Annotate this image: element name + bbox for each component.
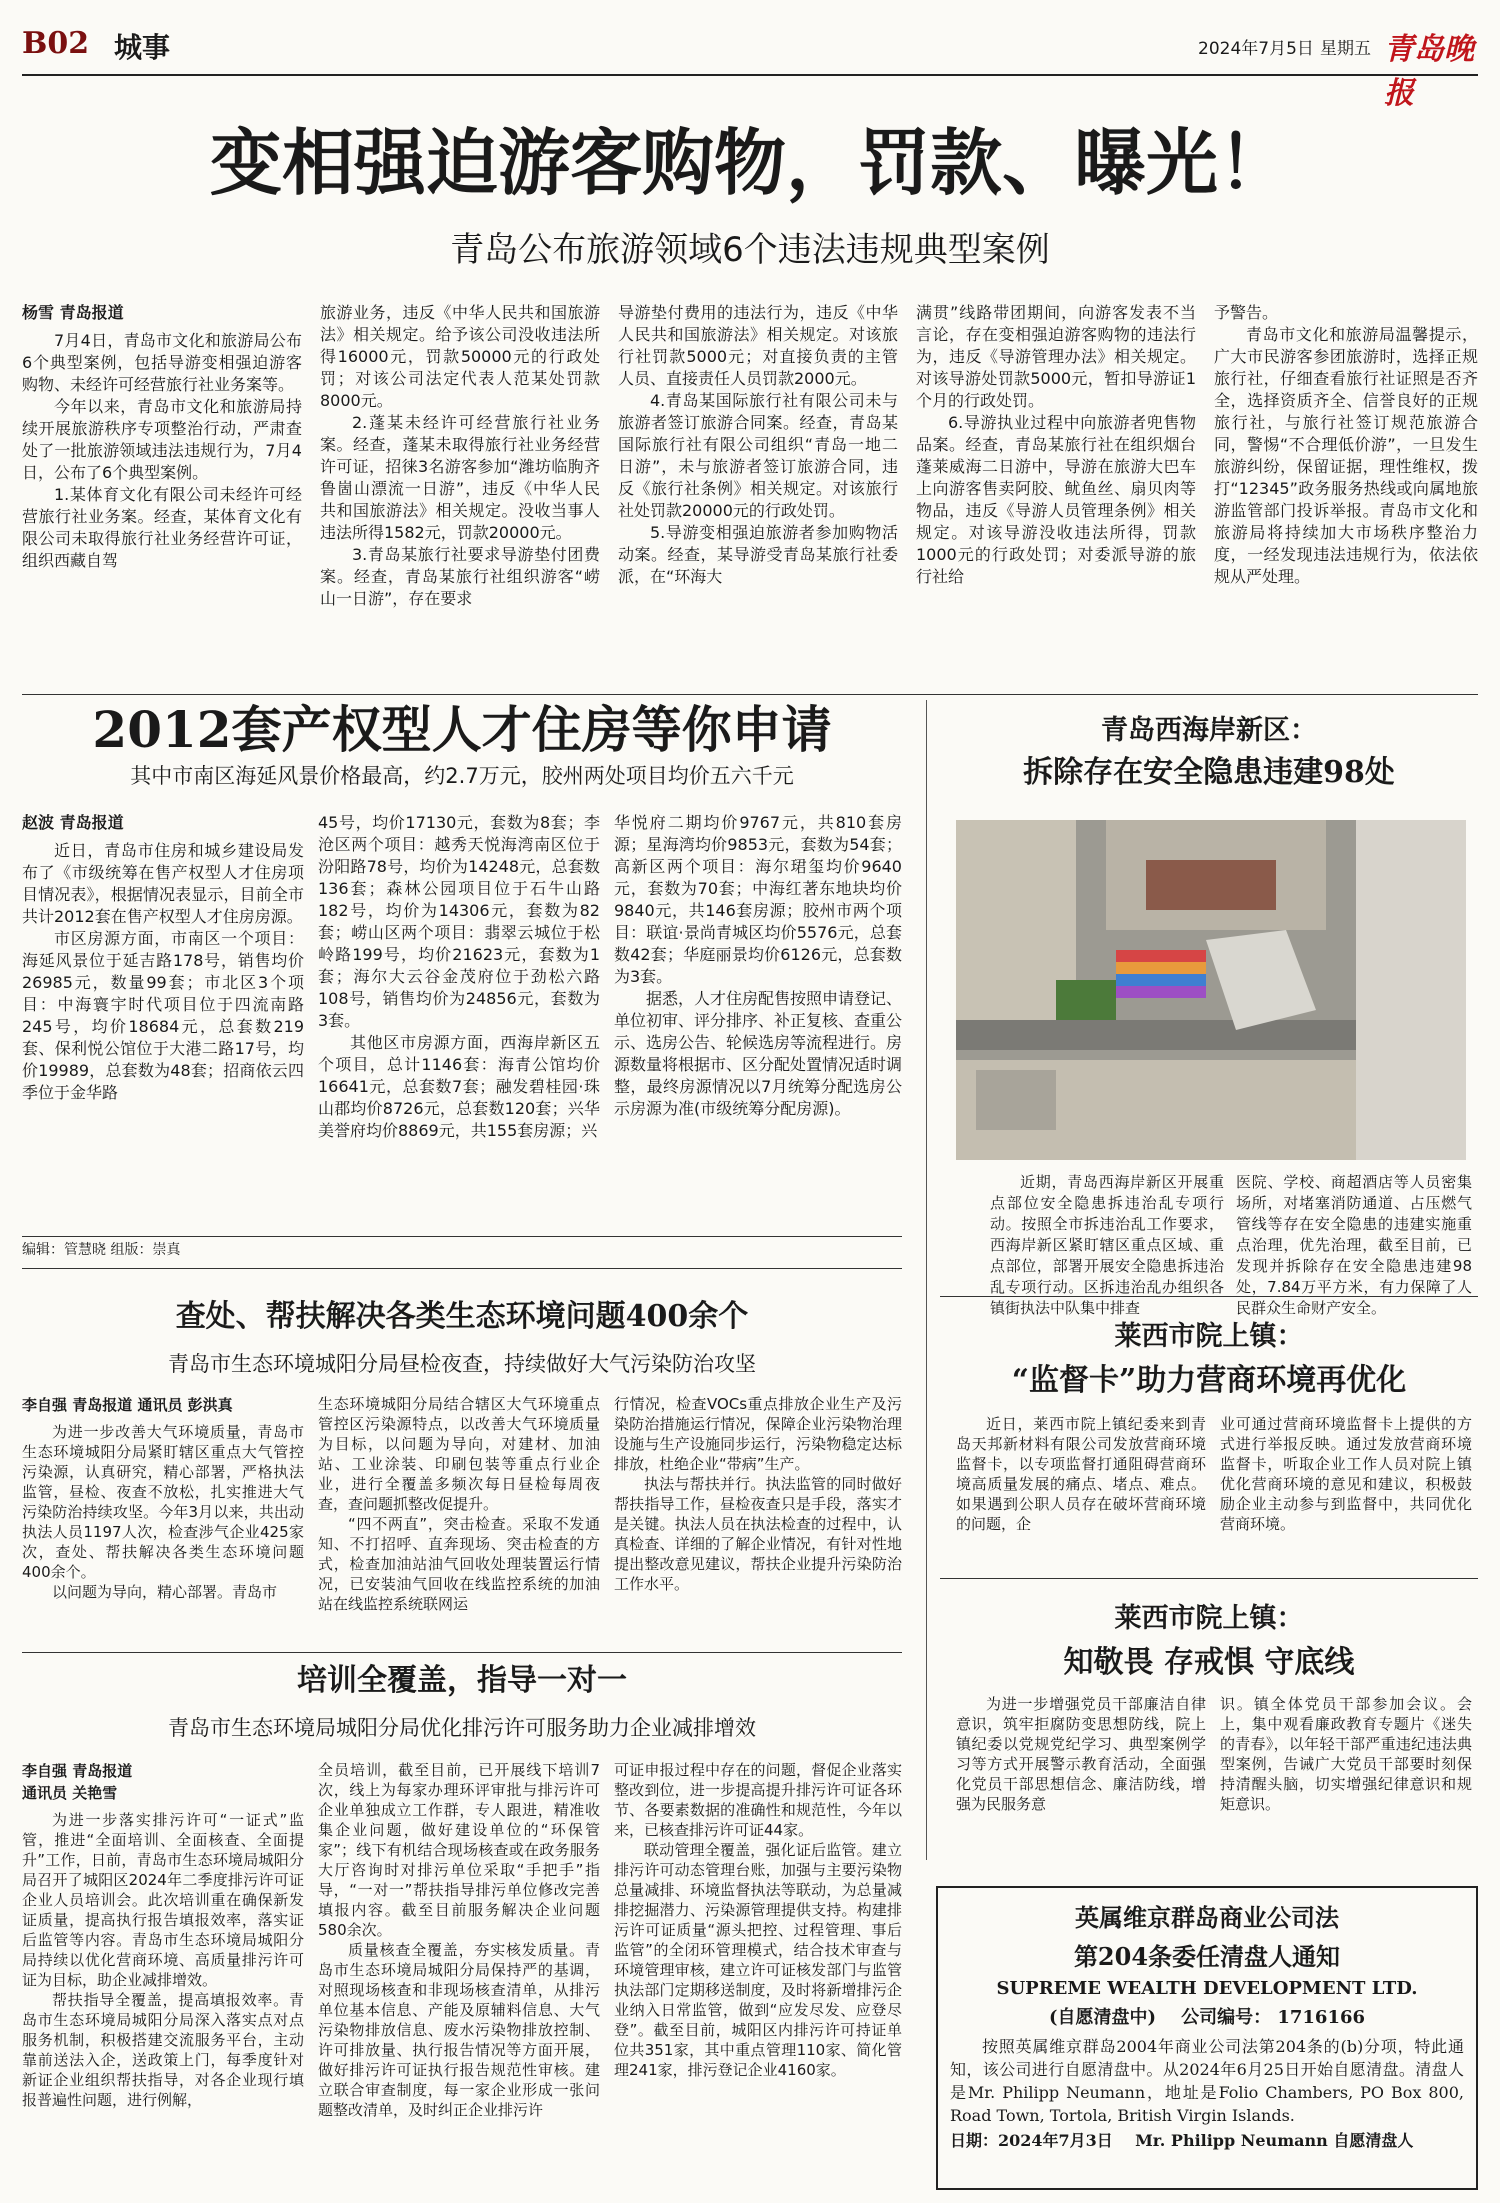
story4-para: 为进一步改善大气环境质量，青岛市生态环境城阳分局紧盯辖区重点大气管控污染源，认真研究，精心部署，严格执法监管，昼检、夜查不放松，扎实推进大气污染防治持续攻坚。今年3月以来，共出动执法人员1197人次，检查涉气企业425家次，查处、帮扶解决各类生态环境问题400余个。 (22, 1423, 304, 1581)
story3-para: 医院、学校、商超酒店等人员密集场所，对堵塞消防通道、占压燃气管线等存在安全隐患的违建实施重点治理，优先治理，截至目前，已发现并拆除存在安全隐患违建98处，7.84万平方米，有力保障了人民群众生命财产安全。 (1236, 1173, 1472, 1317)
photo-rainbow-2 (1116, 962, 1206, 974)
story7-col3 (614, 1760, 902, 2190)
story2-para: 市区房源方面，市南区一个项目：海延风景位于延吉路178号，销售均价26985元，数量99套；市北区3个项目：中海寰宇时代项目位于四流南路245号，均价18684元，总套数219套、保利悦公馆位于大港二路17号，均价19989，总套数为48套；招商依云四季位于金华路 (22, 929, 304, 1102)
story6-col2 (1220, 1694, 1472, 1856)
story2-col2 (318, 812, 600, 1232)
story7-col1 (22, 1760, 304, 2190)
story4-subhead: 青岛市生态环境城阳分局昼检夜查，持续做好大气污染防治攻坚 (168, 1352, 756, 1376)
story7-para: 帮扶指导全覆盖，提高填报效率。青岛市生态环境局城阳分局深入落实点对点服务机制，积极搭建交流服务平台，主动靠前送法入企，送政策上门，每季度针对新证企业组织帮扶指导，对各企业现行填报普遍性问题，进行例解， (22, 1991, 304, 2109)
story1-para: 3.青岛某旅行社要求导游垫付团费案。经查，青岛某旅行社组织游客“崂山一日游”，存在要求 (320, 545, 600, 608)
story1-col4 (916, 302, 1196, 690)
story1-para: 青岛市文化和旅游局温馨提示，广大市民游客参团旅游时，选择正规旅行社，仔细查看旅行社证照是否齐全，选择资质齐全、信誉良好的正规旅行社，与旅行社签订规范旅游合同，警惕“不合理低价游”，一旦发生旅游纠纷，保留证据，理性维权，拨打“12345”政务服务热线或向属地旅游监管部门投诉举报。青岛市文化和旅游局将持续加大市场秩序整治力度，一经发现违法违规行为，依法依规从严处理。 (1214, 325, 1478, 586)
story4-col3 (614, 1394, 902, 1648)
notice-date: 日期：2024年7月3日 (950, 2131, 1113, 2150)
story3-para: 近期，青岛西海岸新区开展重点部位安全隐患拆违治乱专项行动。按照全市拆违治乱工作要求，西海岸新区紧盯辖区重点区域、重点部位，部署开展安全隐患拆违治乱专项行动。区拆违治乱办组织各镇街执法中队集中排查 (990, 1173, 1224, 1317)
notice-body: 按照英属维京群岛2004年商业公司法第204条的(b)分项，特此通知，该公司进行自愿清盘中。从2024年6月25日开始自愿清盘。清盘人是Mr. Philipp Neumann，地址是Folio Chambers, PO Box 800, Road Town, Tortola, British Virgin Islands. (950, 2037, 1464, 2125)
story1-col2 (320, 302, 600, 690)
story7-para: 为进一步落实排污许可“一证式”监管，推进“全面培训、全面核查、全面提升”工作，日前，青岛市生态环境局城阳分局召开了城阳区2024年二季度排污许可证企业人员培训会。此次培训重在确保新发证质量，提高执行报告填报效率，落实证后监管等内容。青岛市生态环境局城阳分局持续以优化营商环境、高质量排污许可证为目标，助企业减排增效。 (22, 1811, 304, 1989)
photo-rainbow-4 (1116, 986, 1206, 998)
story3-bottom-rule (940, 1296, 1478, 1297)
story1-col3 (618, 302, 898, 690)
story1-para: 1.某体育文化有限公司未经许可经营旅行社业务案。经查，某体育文化有限公司未取得旅行社业务经营许可证，组织西藏自驾 (22, 485, 302, 570)
section-divider (926, 700, 927, 1860)
photo-parking (976, 1070, 1056, 1130)
story4-top-rule (22, 1268, 902, 1269)
story7-para: 可证申报过程中存在的问题，督促企业落实整改到位，进一步提高提升排污许可证各环节、各要素数据的准确性和规范性，今年以来，已核查排污许可证44家。 (614, 1761, 902, 1839)
story1-para: 导游垫付费用的违法行为，违反《中华人民共和国旅游法》相关规定。对该旅行社罚款5000元；对直接负责的主管人员、直接责任人员罚款2000元。 (618, 303, 898, 388)
story4-para: “四不两直”，突击检查。采取不发通知、不打招呼、直奔现场、突击检查的方式，检查加油站油气回收处理装置运行情况，已安装油气回收在线监控系统的加油站在线监控系统联网运 (318, 1515, 600, 1613)
story1-para: 7月4日，青岛市文化和旅游局公布6个典型案例，包括导游变相强迫游客购物、未经许可经营旅行社业务案等。 (22, 331, 302, 394)
masthead (22, 20, 1478, 111)
story4-headline: 查处、帮扶解决各类生态环境问题400余个 (175, 1299, 749, 1334)
story7-byline2: 通讯员 关艳雪 (22, 1784, 118, 1802)
story3-headline-line1: 青岛西海岸新区： (1101, 715, 1317, 746)
story2-para: 据悉，人才住房配售按照申请登记、单位初审、评分排序、补正复核、查重公示、选房公告、轮候选房等流程进行。房源数量将根据市、区分配处置情况适时调整，最终房源情况以7月统筹分配选房公示房源为准(市级统筹分配房源)。 (614, 989, 902, 1118)
notice-title: 英属维京群岛商业公司法 (1075, 1903, 1339, 1932)
story7-subhead: 青岛市生态环境局城阳分局优化排污许可服务助力企业减排增效 (168, 1716, 756, 1740)
story2-byline: 赵波 青岛报道 (22, 813, 124, 832)
section-name: 城事 (114, 31, 171, 64)
story1-para: 6.导游执业过程中向旅游者兜售物品案。经查，青岛某旅行社在组织烟台蓬莱威海二日游中，导游在旅游大巴车上向游客售卖阿胶、鱿鱼丝、扇贝肉等物品，违反《导游人员管理条例》相关规定。对该导游没收违法所得，罚款1000元的行政处罚；对委派导游的旅行社给 (916, 413, 1196, 586)
page-code: B02 (22, 26, 90, 61)
story4-byline: 李自强 青岛报道 通讯员 彭洪真 (22, 1396, 233, 1414)
notice-company-no: 1716166 (1277, 2007, 1366, 2028)
photo-road (956, 1020, 1356, 1050)
liquidation-notice (936, 1886, 1478, 2190)
story5-headline-line2: “监督卡”助力营商环境再优化 (1011, 1363, 1407, 1398)
notice-signer: Mr. Philipp Neumann 自愿清盘人 (1135, 2131, 1414, 2150)
story6-para: 识。镇全体党员干部参加会议。会上，集中观看廉政教育专题片《迷失的青春》，以年轻干部严重违纪违法典型案例，告诫广大党员干部要时刻保持清醒头脑，切实增强纪律意识和规矩意识。 (1220, 1695, 1472, 1813)
story2-editor-rule (22, 1236, 902, 1237)
story2-col1 (22, 812, 304, 1232)
story1-byline: 杨雪 青岛报道 (22, 303, 124, 322)
story2-para: 其他区市房源方面，西海岸新区五个项目，总计1146套：海青公馆均价16641元，总套数7套；融发碧桂园·珠山郡均价8726元，总套数120套；兴华美誉府均价8869元，共155套房源；兴 (318, 1033, 600, 1140)
notice-company-no-label: 公司编号： (1181, 2007, 1272, 2028)
story1-bottom-rule (22, 694, 1478, 695)
story4-para: 执法与帮扶并行。执法监管的同时做好帮扶指导工作，昼检夜查只是手段，落实才是关键。执法人员在执法检查的过程中，认真检查、详细的了解企业情况，有针对性地提出整改意见建议，帮扶企业提升污染防治工作水平。 (614, 1475, 902, 1593)
story5-col1 (956, 1414, 1206, 1574)
story6-para: 为进一步增强党员干部廉洁自律意识，筑牢拒腐防变思想防线，院上镇纪委以党规党纪学习、典型案例学习等方式开展警示教育活动，全面强化党员干部思想信念、廉洁防线，增强为民服务意 (956, 1695, 1206, 1813)
story2-para: 华悦府二期均价9767元，共810套房源；星海湾均价9853元，套数为54套；高新区两个项目：海尔珺玺均价9640元，套数为70套；中海红著东地块均价9840元，共146套房源；胶州市两个项目：联谊·景尚青城区均价5576元，总套数42套；华庭丽景均价6126元，总套数为3套。 (614, 813, 902, 986)
story4-col2 (318, 1394, 600, 1648)
story7-headline: 培训全覆盖，指导一对一 (297, 1663, 627, 1698)
story3-col1 (990, 1172, 1224, 1332)
paper-logo: 青岛晚报 (1384, 32, 1474, 111)
story2-para: 45号，均价17130元，套数为8套；李沧区两个项目：越秀天悦海湾南区位于汾阳路78号，均价为14248元，总套数136套；森林公园项目位于石牛山路182号，均价为14306元，套数为82套；崂山区两个项目：翡翠云城位于松岭路199号，均价21623元，套数为1套；海尔大云谷金茂府位于劲松六路108号，销售均价为24856元，套数为3套。 (318, 813, 600, 1030)
aerial-photo (956, 820, 1466, 1160)
story1-para: 今年以来，青岛市文化和旅游局持续开展旅游秩序专项整治行动，严肃查处了一批旅游领域违法违规行为，7月4日，公布了6个典型案例。 (22, 397, 302, 482)
story5-bottom-rule (940, 1578, 1478, 1579)
story5-col2 (1220, 1414, 1472, 1574)
story4-bottom-rule (22, 1652, 902, 1653)
story7-para: 全员培训，截至目前，已开展线下培训7次，线上为每家办理环评审批与排污许可企业单独成立工作群，专人跟进，精准收集企业问题，做好建设单位的“环保管家”；线下有机结合现场核查或在政务服务大厅咨询时对排污单位采取“手把手”指导，“一对一”帮扶指导排污单位修改完善填报内容。截至目前服务解决企业问题580余次。 (318, 1761, 600, 1939)
story4-para: 行情况，检查VOCs重点排放企业生产及污染防治措施运行情况，保障企业污染物治理设施与生产设施同步运行，污染物稳定达标排放，杜绝企业“带病”生产。 (614, 1395, 902, 1473)
story2-headline: 2012套产权型人才住房等你申请 (92, 700, 832, 759)
notice-company-en: SUPREME WEALTH DEVELOPMENT LTD. (996, 1978, 1418, 1999)
story3-headline-line2: 拆除存在安全隐患违建98处 (1023, 755, 1395, 790)
story4-para: 生态环境城阳分局结合辖区大气环境重点管控区污染源特点，以改善大气环境质量为目标，以问题为导向，对建材、加油站、工业涂装、印刷包装等重点行业企业，进行全覆盖多频次每日昼检每周夜查，查问题抓整改促提升。 (318, 1395, 600, 1513)
story7-para: 联动管理全覆盖，强化证后监管。建立排污许可动态管理台账，加强与主要污染物总量减排、环境监督执法等联动，为总量减排挖掘潜力、污染源管理提供支持。构建排污许可证质量“源头把控、过程管理、事后监管”的全闭环管理模式，结合技术审查与环境管理审核，建立许可证核发部门与监管执法部门定期移送制度，及时将新增排污企业纳入日常监管，做到“应发尽发、应登尽登”。截至目前，城阳区内排污许可持证单位共351家，其中重点管理110家、简化管理241家，排污登记企业4160家。 (614, 1841, 902, 2079)
story6-headline-line2: 知敬畏 存戒惧 守底线 (1063, 1645, 1355, 1680)
photo-building-right (1356, 820, 1466, 1160)
story2-para: 近日，青岛市住房和城乡建设局发布了《市级统筹在售产权型人才住房项目情况表》，根据情况表显示，目前全市共计2012套在售产权型人才住房房源。 (22, 841, 304, 926)
notice-status: (自愿清盘中) (1048, 2007, 1156, 2028)
story7-col2 (318, 1760, 600, 2190)
story5-para: 业可通过营商环境监督卡上提供的方式进行举报反映。通过发放营商环境监督卡，听取企业工作人员对院上镇优化营商环境的意见和建议，积极鼓励企业主动参与到监督中，共同优化营商环境。 (1220, 1415, 1472, 1533)
story1-para: 予警告。 (1214, 303, 1279, 322)
photo-rainbow-3 (1116, 974, 1206, 986)
story7-para: 质量核查全覆盖，夯实核发质量。青岛市生态环境局城阳分局保持严的基调，对照现场核查和非现场核查清单，从排污单位基本信息、产能及原辅料信息、大气污染物排放信息、废水污染物排放控制、许可排放量、执行报告情况等方面开展，做好排污许可证执行报告规范性审核。建立联合审查制度，每一家企业形成一张问题整改清单，及时纠正企业排污许 (318, 1941, 600, 2119)
issue-weekday: 星期五 (1320, 39, 1371, 59)
editor-credit: 编辑：管慧晓 组版：崇真 (22, 1242, 181, 1258)
story2-subhead: 其中市南区海延风景价格最高，约2.7万元，胶州两处项目均价五六千元 (130, 764, 794, 788)
story1-para: 2.蓬某未经许可经营旅行社业务案。经查，蓬某未取得旅行社业务经营许可证，招徕3名游客参加“潍坊临朐齐鲁崮山漂流一日游”，违反《中华人民共和国旅游法》相关规定。没收当事人违法所得1582元，罚款20000元。 (320, 413, 600, 542)
story1-para: 5.导游变相强迫旅游者参加购物活动案。经查，某导游受青岛某旅行社委派，在“环海大 (618, 523, 898, 586)
photo-roof-red (1146, 860, 1276, 910)
story4-para: 以问题为导向，精心部署。青岛市 (52, 1583, 278, 1601)
story1-col5 (1214, 302, 1478, 690)
story1-col1 (22, 302, 302, 690)
notice-title2: 第204条委任清盘人通知 (1073, 1942, 1341, 1971)
story4-col1 (22, 1394, 304, 1648)
story1-para: 满贯”线路带团期间，向游客发表不当言论，存在变相强迫游客购物的违法行为，违反《导游管理办法》相关规定。对该导游处罚款5000元，暂扣导游证1个月的行政处罚。 (916, 303, 1196, 410)
masthead-rule (22, 74, 1478, 76)
story6-col1 (956, 1694, 1206, 1856)
story1-headline: 变相强迫游客购物，罚款、曝光！ (209, 120, 1290, 205)
story1-para: 旅游业务，违反《中华人民共和国旅游法》相关规定。给予该公司没收违法所得16000元，罚款50000元的行政处罚；对该公司法定代表人范某处罚款8000元。 (320, 303, 600, 410)
story5-headline-line1: 莱西市院上镇： (1114, 1321, 1304, 1352)
story5-para: 近日，莱西市院上镇纪委来到青岛天邦新材料有限公司发放营商环境监督卡，以专项监督打通阻碍营商环境高质量发展的痛点、堵点、难点。如果遇到公职人员存在破坏营商环境的问题，企 (956, 1415, 1206, 1533)
issue-date: 2024年7月5日 (1198, 39, 1314, 59)
story7-byline1: 李自强 青岛报道 (22, 1762, 133, 1780)
story1-para: 4.青岛某国际旅行社有限公司未与旅游者签订旅游合同案。经查，青岛某国际旅行社有限公司组织“青岛一地二日游”，未与旅游者签订旅游合同，违反《旅行社条例》相关规定。对该旅行社处罚款20000元的行政处罚。 (618, 391, 898, 520)
story2-col3 (614, 812, 902, 1232)
story6-headline-line1: 莱西市院上镇： (1114, 1603, 1304, 1634)
photo-rainbow-1 (1116, 950, 1206, 962)
story3-col2 (1236, 1172, 1472, 1332)
photo-green-field (1056, 980, 1116, 1020)
story1-subhead: 青岛公布旅游领域6个违法违规典型案例 (450, 230, 1050, 270)
